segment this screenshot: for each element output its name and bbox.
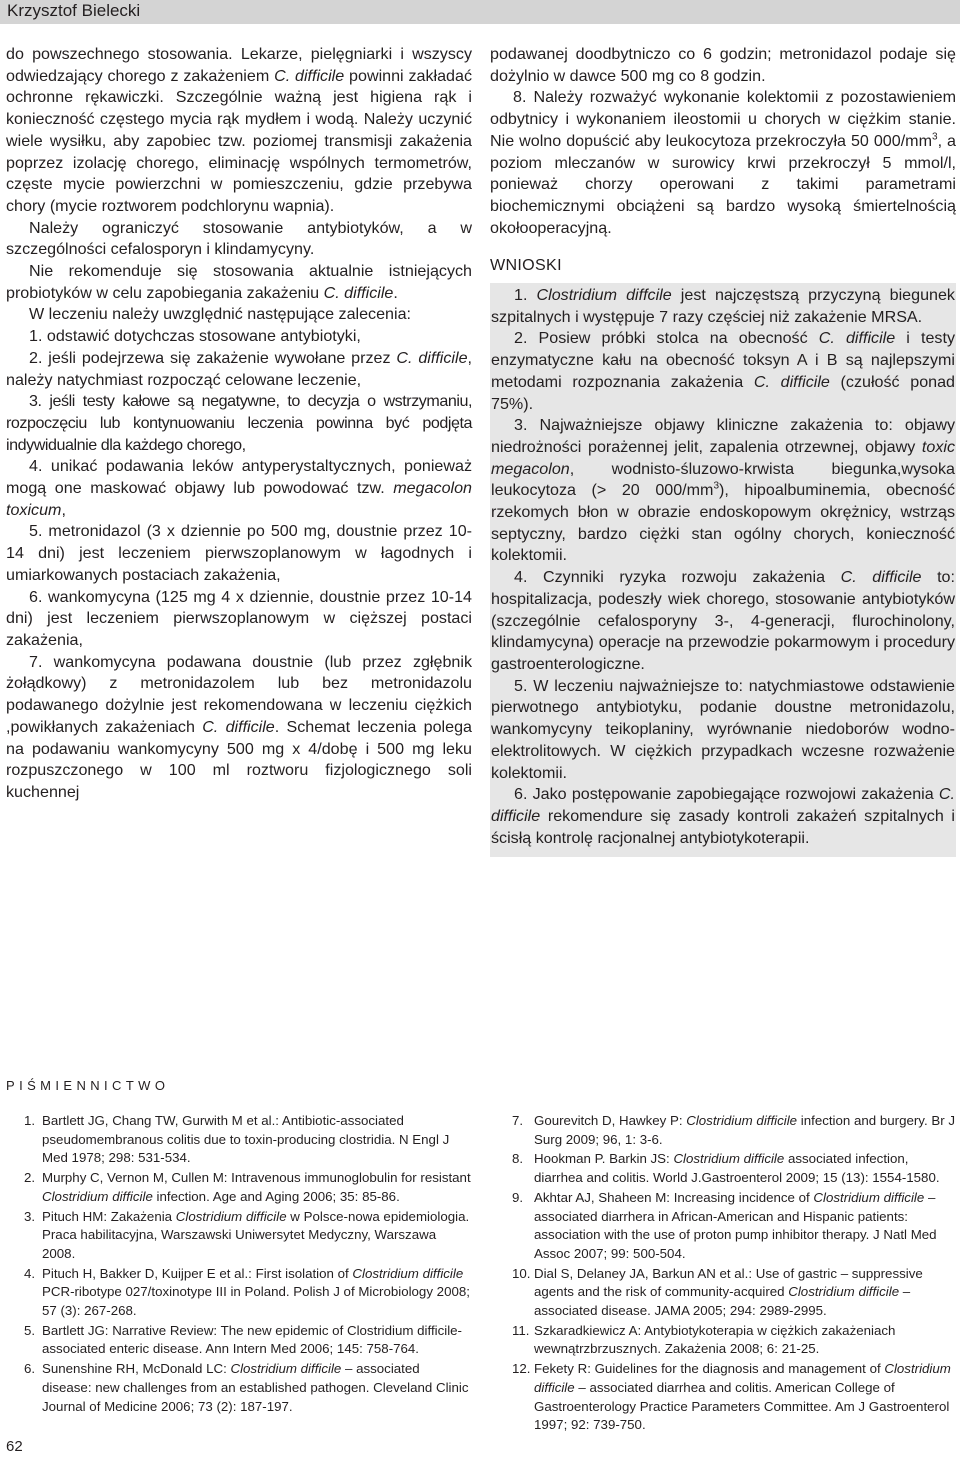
left-column-paragraph: 7. wankomycyna podawana doustnie (lub przez zgłębnik żołądkowy) z metronidazolem lub bez metronidazolu podawanego dożylnie jest rekomendowana w leczeniu ciężkich ,powikłanych zakażeniach C. difficile. Schemat leczenia polega na podawaniu wankomycyny 500 mg x 4/dobę i 500 mg leku rozpuszczonego w 100 ml roztworu fizjologicznego soli kuchennej xyxy=(6,652,472,801)
reference-number: 8. xyxy=(512,1151,524,1167)
running-header xyxy=(0,0,960,24)
wnioski-paragraph: 3. Najważniejsze objawy kliniczne zakażenia to: objawy niedrożności porażennej jelit, zapalenia otrzewnej, objawy toxic megacolon, wodnisto-śluzowo-krwista biegunka,wysoka leukocytoza (> 20 $000/mm^3$), hipoalbuminemia, obecność rzekomych błon w obrazie endoskopowym okrężnicy, wstrząs septyczny, bardzo ciężki stan ogólny chorych, konieczność kolektomii. xyxy=(491,416,955,565)
left-column-paragraph: 4. unikać podawania leków antyperystaltycznych, ponieważ mogą one maskować objawy lub powodować tzw. megacolon toxicum, xyxy=(6,457,472,519)
reference-text: Gourevitch D, Hawkey P: Clostridium difficile infection and burgery. Br J Surg 2009; 96, 1: 3-6. xyxy=(534,1113,955,1147)
reference-number: 6. xyxy=(24,1361,36,1377)
reference-item xyxy=(24,1169,472,1206)
references-heading: PIŚMIENNICTWO xyxy=(6,1078,170,1093)
references-right xyxy=(512,1112,958,1436)
right-column-paragraph: 8. Należy rozważyć wykonanie kolektomii z pozostawieniem odbytnicy i wykonaniem ileostomii u chorych w ciężkim stanie. Nie wolno dopuścić aby leukocytoza przekroczyła 50 $000/mm^3$, a poziom mleczanów w surowicy krwi przekroczył 5 mmol/l, ponieważ chorzy operowani z takimi parametrami biochemicznymi obciążeni są bardzo wysoką śmiertelnością okołooperacyjną. xyxy=(490,88,956,237)
reference-text: Bartlett JG: Narrative Review: The new epidemic of Clostridium difficile-associated enteric disease. Ann Intern Med 2006; 145: 758-764. xyxy=(42,1322,462,1357)
reference-number: 7. xyxy=(512,1113,524,1128)
left-column-paragraph: do powszechnego stosowania. Lekarze, pielęgniarki i wszyscy odwiedzający chorego z zakażeniem C. difficile powinni zakładać ochronne rękawiczki. Szczególnie ważną jest higiena rąk i konieczność częstego mycia rąk mydłem i wodą. Należy uczynić wiele wysiłku, aby zapobiec tzw. poziomej transmisji zakażenia poprzez izolację chorego, eliminację wspólnych termometrów, częste mycie powierzchni w pomieszczeniu, gdzie przebywa chory (mycie roztworem podchlorynu wapnia). xyxy=(6,45,472,215)
reference-item xyxy=(512,1150,958,1187)
wnioski-paragraph: 1. Clostridium diffcile jest najczęstszą przyczyną biegunek szpitalnych i występuje 7 razy częściej niż zakażenie MRSA. xyxy=(491,286,955,326)
reference-item xyxy=(24,1265,472,1321)
reference-text: Pituch H, Bakker D, Kuijper E et al.: First isolation of Clostridium difficile PCR-ribotype 027/toxinotype III in Poland. Polish J of Microbiology 2008; 57 (3): 267-268. xyxy=(42,1265,470,1319)
left-column-paragraph: 1. odstawić dotychczas stosowane antybiotyki, xyxy=(29,327,361,346)
left-column-paragraph: Należy ograniczyć stosowanie antybiotyków, a w szczególności cefalosporyn i klindamycyny. xyxy=(6,218,472,259)
reference-number: 11. xyxy=(512,1322,530,1338)
wnioski-paragraph: 6. Jako postępowanie zapobiegające rozwojowi zakażenia C. difficile rekomendure się zasady kontroli zakażeń szpitalnych i ścisłą kontrolę racjonalnej antybiotykoterapii. xyxy=(491,785,955,847)
reference-item xyxy=(512,1189,958,1264)
wnioski-paragraph: 2. Posiew próbki stolca na obecność C. difficile i testy enzymatyczne kału na obecność toksyn A i B są najlepszymi metodami rozpoznania zakażenia C. difficile (czułość ponad 75%). xyxy=(491,329,956,413)
right-column xyxy=(490,44,956,857)
reference-item xyxy=(512,1360,958,1435)
page-number: 62 xyxy=(6,1438,23,1455)
reference-text: Hookman P. Barkin JS: Clostridium difficile associated infection, diarrhea and colitis. World J.Gastroenterol 2009; 15 (13): 1554-1580. xyxy=(534,1151,940,1186)
reference-item xyxy=(512,1112,958,1149)
reference-text: Dial S, Delaney JA, Barkun AN et al.: Use of gastric – suppressive agents and the risk of community-acquired Clostridium difficile – associated disease. JAMA 2005; 294: 2989-2995. xyxy=(534,1265,923,1319)
reference-item xyxy=(512,1265,958,1321)
left-column-paragraph: Nie rekomenduje się stosowania aktualnie istniejących probiotyków w celu zapobiegania zakażeniu C. difficile. xyxy=(6,262,472,302)
left-column-paragraph: 5. metronidazol (3 x dziennie po 500 mg, doustnie przez 10-14 dni) jest leczeniem pierwszoplanowym w łagodnych i umiarkowanych postaciach zakażenia, xyxy=(6,522,472,584)
reference-number: 3. xyxy=(24,1208,36,1224)
reference-text: Murphy C, Vernon M, Cullen M: Intravenous immunoglobulin for resistant Clostridium difficile infection. Age and Aging 2006; 35: 85-86. xyxy=(42,1170,471,1204)
left-column-paragraph: 6. wankomycyna (125 mg 4 x dziennie, doustnie przez 10-14 dni) jest leczeniem pierwszoplanowym w cięższej postaci zakażenia, xyxy=(6,587,472,649)
reference-text: Fekety R: Guidelines for the diagnosis and management of Clostridium difficile – associated diarrhea and colitis. American College of Gastroenterology Practice Parameters Committee. Am J Gastroenterol 1997; 92: 739-750. xyxy=(534,1361,951,1433)
reference-item xyxy=(24,1360,472,1416)
reference-text: Sunenshine RH, McDonald LC: Clostridium difficile – associated disease: new challenges from an established pathogen. Cleveland Clinic Journal of Medicine 2006; 73 (2): 187-197. xyxy=(42,1361,469,1414)
reference-number: 12. xyxy=(512,1361,531,1377)
reference-number: 10. xyxy=(512,1265,531,1281)
reference-item xyxy=(24,1112,472,1168)
right-column-body xyxy=(490,44,956,239)
reference-number: 2. xyxy=(24,1170,36,1186)
reference-text: Bartlett JG, Chang TW, Gurwith M et al.: Antibiotic-associated pseudomembranous colitis due to toxin-producing clostridia. N Engl J Med 1978; 298: 531-534. xyxy=(42,1113,450,1166)
reference-item xyxy=(512,1322,958,1359)
reference-number: 4. xyxy=(24,1265,36,1281)
reference-item xyxy=(24,1322,472,1359)
left-column-paragraph: W leczeniu należy uwzględnić następujące zalecenia: xyxy=(29,305,411,324)
author-name: Krzysztof Bielecki xyxy=(7,1,141,20)
reference-text: Pituch HM: Zakażenia Clostridium difficile w Polsce-nowa epidemiologia. Praca habilitacyjna, Warszawski Uniwersytet Medyczny, Warszawa 2008. xyxy=(42,1208,470,1261)
right-column-paragraph: podawanej doodbytniczo co 6 godzin; metronidazol podaje się dożylnio w dawce 500 mg co 8 godzin. xyxy=(490,45,956,85)
left-column-paragraph: 2. jeśli podejrzewa się zakażenie wywołane przez C. difficile, należy natychmiast rozpocząć celowane leczenie, xyxy=(6,348,472,389)
wnioski-heading: WNIOSKI xyxy=(490,256,562,275)
reference-number: 1. xyxy=(24,1113,36,1128)
left-column xyxy=(6,44,472,804)
wnioski-paragraph: 4. Czynniki ryzyka rozwoju zakażenia C. difficile to: hospitalizacja, podeszły wiek chorego, stosowanie antybiotyków (szczególnie cefalosporyny 3-, 4-generacji, flurochinolony, klindamycyna) operacje na przewodzie pokarmowym i procedury gastroenterologiczne. xyxy=(491,568,955,673)
reference-number: 5. xyxy=(24,1322,36,1338)
reference-item xyxy=(24,1208,472,1264)
reference-number: 9. xyxy=(512,1189,524,1205)
left-column-paragraph: 3. jeśli testy kałowe są negatywne, to decyzja o wstrzymaniu, rozpoczęciu lub kontynuowaniu leczenia powinna być podjęta indywidualnie dla każdego chorego, xyxy=(6,392,472,454)
reference-text: Szkaradkiewicz A: Antybiotykoterapia w ciężkich zakażeniach wewnątrzbrzusznych. Zakażenia 2008; 6: 21-25. xyxy=(534,1322,896,1357)
wnioski-paragraph: 5. W leczeniu najważniejsze to: natychmiastowe odstawienie pierwotnego antybiotyku, podanie doustne metronidazolu, wankomycyny teikoplaniny, wyrównanie niedoborów wodno-elektrolitowych. W ciężkich przypadkach wczesne rozważenie kolektomii. xyxy=(491,676,955,782)
wnioski-box xyxy=(490,283,956,857)
reference-text: Akhtar AJ, Shaheen M: Increasing incidence of Clostridium difficile – associated diarrhera in African-American and Hispanic patients: association with the use of proton pump inhibitor therapy. J Natl Med Assoc 2007; 99: 500-504. xyxy=(534,1189,937,1261)
references-left xyxy=(24,1112,472,1417)
